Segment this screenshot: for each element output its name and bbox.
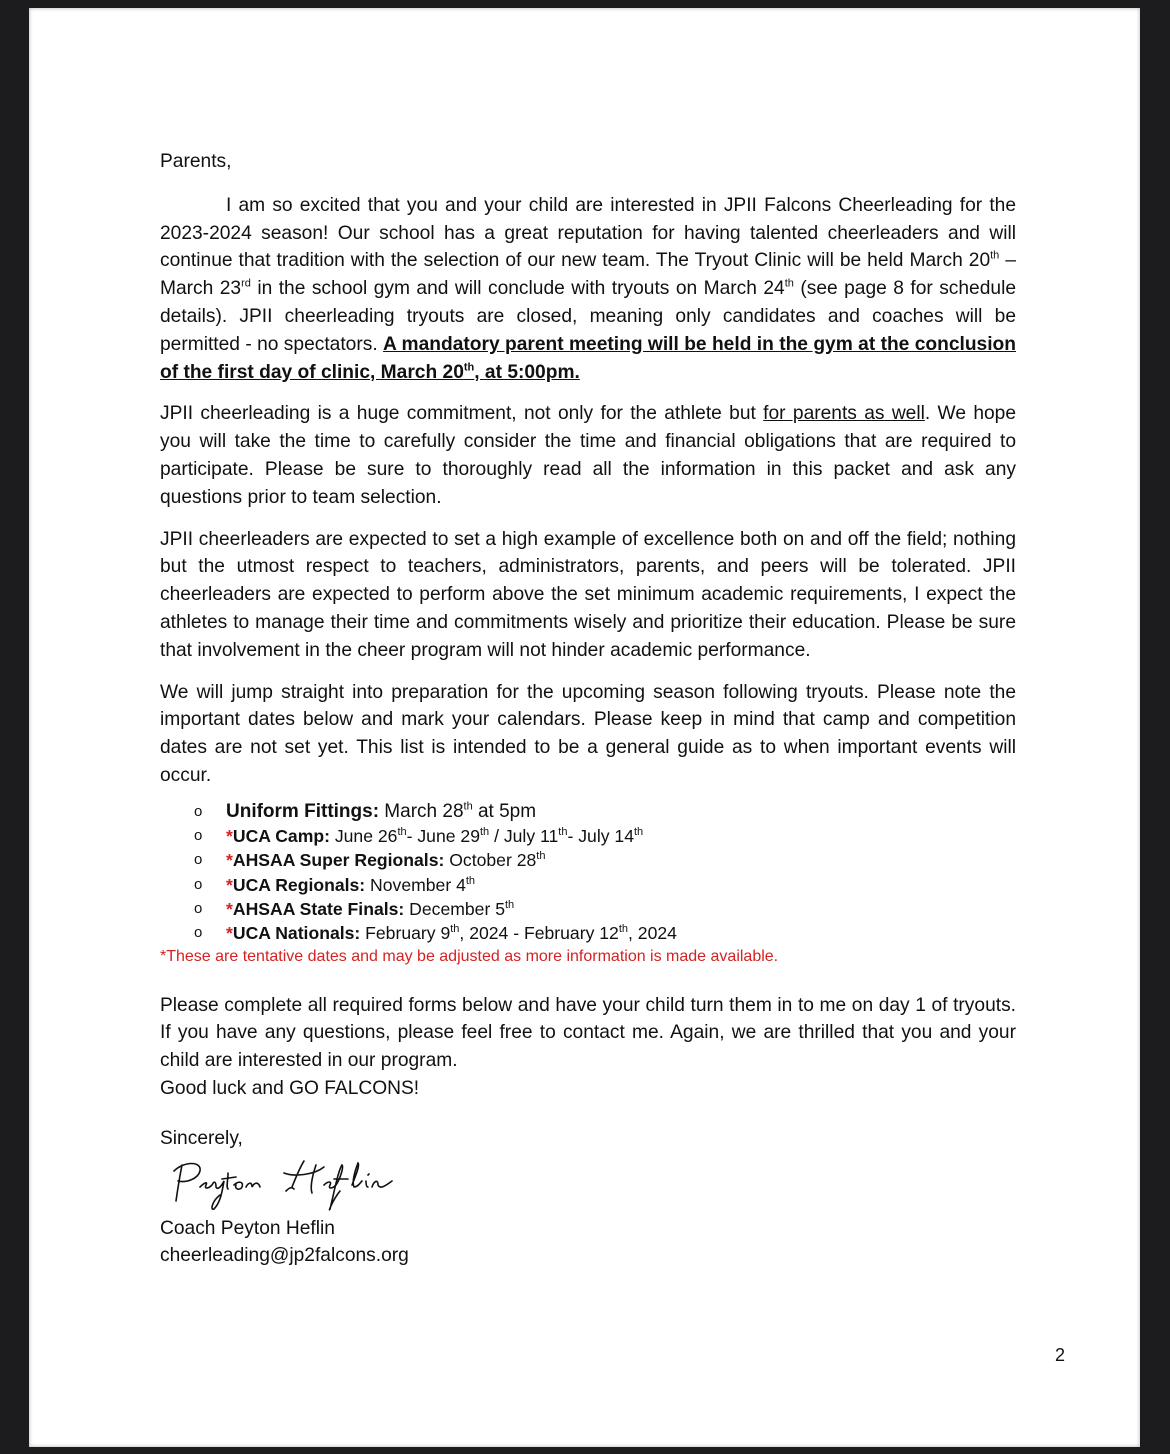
- event-label: Uniform Fittings:: [226, 800, 380, 822]
- superscript: th: [784, 277, 794, 290]
- event-date: October 28: [444, 850, 537, 871]
- event-date: / July 11: [489, 826, 559, 847]
- event-date: March 28: [379, 800, 464, 822]
- paragraph-important-dates: We will jump straight into preparation for the upcoming season following tryouts. Please note the important dates below and mark your calendars. Please keep in mind that camp and competition dates are not set yet. This list is intended to be a general guide as to when important events will occur.: [160, 681, 1016, 786]
- event-date: December 5: [404, 898, 505, 919]
- paragraph-commitment: [160, 400, 1016, 511]
- superscript: th: [463, 361, 475, 374]
- event-label: UCA Nationals:: [232, 923, 361, 944]
- event-date: , 2024 - February 12: [459, 923, 619, 944]
- superscript: th: [480, 826, 490, 839]
- closing: Sincerely,: [160, 1127, 243, 1149]
- event-label: AHSAA State Finals:: [232, 898, 405, 919]
- superscript: th: [397, 826, 407, 839]
- signer-title: Coach Peyton Heflin: [160, 1217, 335, 1239]
- event-date: - June 29: [406, 826, 480, 847]
- intro-text: – March 23: [160, 250, 1016, 300]
- event-date: June 26: [329, 826, 398, 847]
- superscript: th: [450, 923, 460, 936]
- event-item: [194, 848, 1016, 872]
- circle-bullet-icon: o: [194, 899, 203, 917]
- document-page: [29, 8, 1140, 1447]
- commitment-text: . We hope you will take the time to carefully consider the time and financial obligations that are required to participate. Please be sure to thoroughly read all the information in this packet and ask any questions prior to team selection.: [160, 403, 1017, 508]
- paragraph-expectations: JPII cheerleaders are expected to set a high example of excellence both on and off the field; nothing but the utmost respect to teachers, administrators, parents, and peers will be tolerated. JPII cheerleaders are expected to perform above the set minimum academic requirements, I expect the athletes to manage their time and commitments wisely and prioritize their education. Please be sure that involvement in the cheer program will not hinder academic performance.: [160, 528, 1016, 661]
- superscript: th: [536, 850, 546, 863]
- greeting: Parents,: [160, 151, 232, 172]
- superscript: rd: [241, 277, 251, 290]
- event-item: [194, 873, 1016, 897]
- page-number: 2: [1055, 1345, 1066, 1365]
- intro-text: (see page 8 for schedule details). JPII cheerleading tryouts are closed, meaning only candidates and coaches will be permitted - no spectators.: [160, 278, 1017, 355]
- circle-bullet-icon: o: [194, 924, 203, 942]
- tentative-dates-note: *These are tentative dates and may be adjusted as more information is made available.: [160, 947, 779, 965]
- event-label: UCA Regionals:: [232, 874, 366, 895]
- signature-image: [164, 1157, 1016, 1215]
- circle-bullet-icon: o: [194, 875, 203, 893]
- forms-text: Please complete all required forms below and have your child turn them in to me on day 1 of tryouts. If you have any questions, please feel free to contact me. Again, we are thrilled that you and your child are interested in our program.: [160, 994, 1016, 1072]
- asterisk: *: [226, 874, 233, 895]
- asterisk: *: [226, 826, 233, 847]
- paragraph-forms: [160, 992, 1016, 1103]
- asterisk: *: [226, 850, 233, 871]
- meeting-text: A mandatory parent meeting will be held in the gym at the conclusion of the first day of clinic, March 20: [160, 333, 1016, 383]
- event-date: - July 14: [567, 826, 634, 847]
- event-date: November 4: [365, 874, 466, 895]
- circle-bullet-icon: o: [194, 802, 203, 820]
- commitment-text: JPII cheerleading is a huge commitment, not only for the athlete but: [160, 403, 764, 425]
- event-list: [160, 800, 1016, 946]
- superscript: th: [558, 826, 568, 839]
- go-falcons-line: Good luck and GO FALCONS!: [160, 1077, 420, 1099]
- superscript: th: [504, 899, 515, 912]
- asterisk: *: [226, 898, 233, 919]
- superscript: th: [465, 874, 476, 887]
- event-item: [194, 800, 1016, 824]
- intro-text: in the school gym and will conclude with tryouts on March 24: [250, 278, 785, 300]
- event-label: AHSAA Super Regionals:: [232, 850, 445, 871]
- event-item: [194, 897, 1016, 921]
- superscript: th: [633, 826, 644, 839]
- circle-bullet-icon: o: [194, 851, 203, 869]
- event-date: February 9: [360, 923, 451, 944]
- intro-text: I am so excited that you and your child are interested in JPII Falcons Cheerleading for the 2023-2024 season! Our school has a great reputation for having talented cheerleaders and will continue that tradition with the selection of our new team. The Tryout Clinic will be held March 20: [160, 194, 1016, 272]
- letter-body: [160, 148, 1016, 1270]
- superscript: th: [618, 923, 629, 936]
- circle-bullet-icon: o: [194, 827, 203, 845]
- signature-icon: [164, 1157, 409, 1215]
- meeting-text: , at 5:00pm.: [474, 361, 580, 383]
- superscript: th: [463, 800, 473, 813]
- event-item: [194, 824, 1016, 848]
- paragraph-intro: [160, 192, 1016, 387]
- underlined-phrase: for parents as well: [763, 403, 925, 425]
- event-item: [194, 921, 1016, 945]
- asterisk: *: [226, 923, 233, 944]
- superscript: th: [990, 250, 1000, 262]
- contact-email[interactable]: cheerleading@jp2falcons.org: [160, 1245, 409, 1267]
- event-date: , 2024: [628, 923, 677, 944]
- event-date: at 5pm: [472, 800, 537, 822]
- event-label: UCA Camp:: [232, 826, 330, 847]
